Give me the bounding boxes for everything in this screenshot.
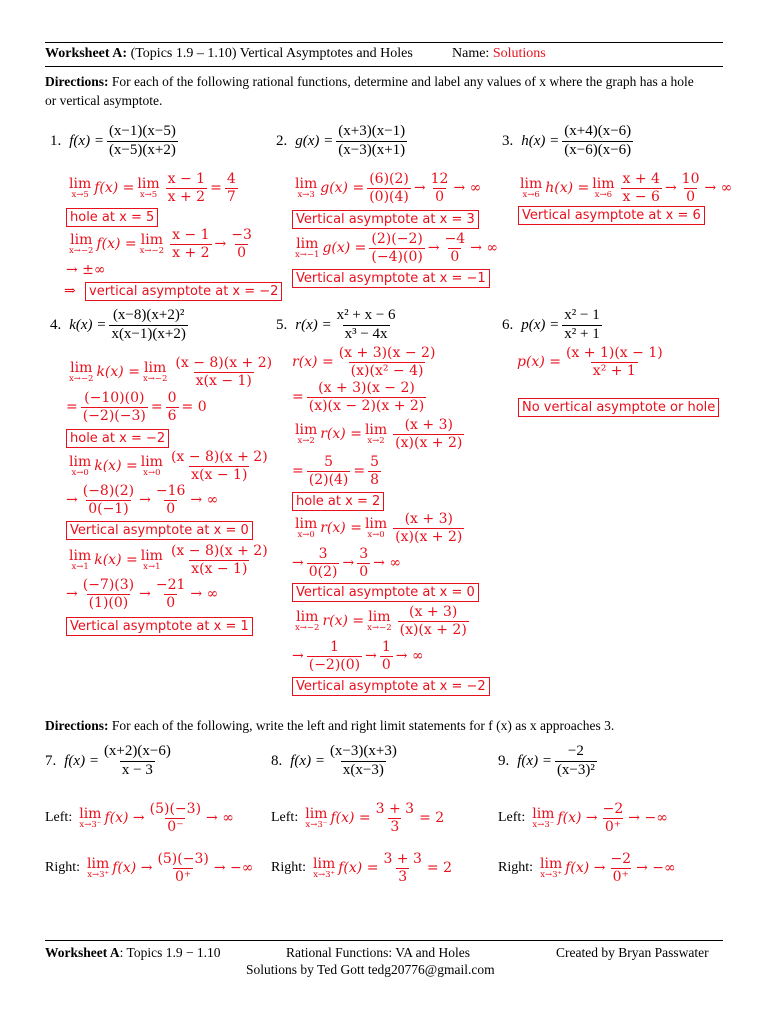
header-line — [45, 46, 413, 62]
problem-4: 4. k(x) = $\frac{\text{(x−8)(x+2)²}}{x(x-1)(x+2)}$ — [50, 307, 186, 342]
p5-va-box-2: Vertical asymptote at x = −2 — [292, 677, 490, 696]
numerator: (x−1)(x−5) — [108, 123, 176, 139]
p6-definition: p(x) = $\frac{(x + 1)(x - 1)}{\text{x² + 1}}$ — [517, 345, 663, 379]
p7-left: Left: lim x→3⁻ f(x) → $\frac{(5)(-3)}{0^-}$ → ∞ — [45, 801, 234, 835]
p1-hole-box: hole at x = 5 — [66, 208, 158, 227]
p4-eval-1: = $\frac{(-10)(0)}{(-2)(-3)}$ = $\frac{0}{6}$ = 0 — [66, 390, 207, 424]
footer-left: Worksheet A: Topics 1.9 − 1.10 — [45, 945, 221, 960]
footer-credit: Solutions by Ted Gott tedg20776@gmail.com — [246, 962, 495, 977]
p4-eval-3: → $\frac{(-7)(3)}{(1)(0)}$ → $\frac{-21}{0}$ → ∞ — [66, 577, 219, 611]
p5-va-box-1: Vertical asymptote at x = 0 — [292, 583, 479, 602]
problem-3: 3. h(x) = $\frac{(x+4)(x-6)}{(x-6)(x-6)}$ — [502, 123, 632, 158]
directions-1-label: Directions: — [45, 74, 109, 89]
p4-limit-2: lim x→0 k(x) = lim x→0 $\frac{(x - 8)(x + 2)}{x(x - 1)}$ — [69, 449, 268, 483]
footer-right: Created by Bryan Passwater — [556, 945, 709, 960]
p5-eval-2: → $\frac{3}{0(2)}$ → $\frac{3}{0}$ → ∞ — [292, 546, 401, 580]
name-value: Solutions — [492, 46, 546, 61]
p2-limit-1: lim x→3 g(x) = $\frac{(6)(2)}{(0)(4)}$ → $\frac{12}{0}$ → ∞ — [295, 171, 482, 205]
directions-1 — [45, 74, 694, 90]
problem-number: 1. — [50, 132, 62, 149]
p4-limit-1: lim x→−2 k(x) = lim x→−2 $\frac{(x - 8)(x + 2)}{x(x - 1)}$ — [69, 355, 273, 389]
p4-va-box-1: Vertical asymptote at x = 0 — [66, 521, 253, 540]
top-rule — [45, 42, 723, 43]
p5-factored: = $\frac{(x + 3)(x - 2)}{(x)(x - 2)(x + 2)}$ — [292, 380, 425, 414]
directions-1-line2: or vertical asymptote. — [45, 93, 163, 108]
p7-right: Right: lim x→3⁺ f(x) → $\frac{(5)(-3)}{0^+}$ → −∞ — [45, 851, 254, 885]
p3-va-box: Vertical asymptote at x = 6 — [518, 206, 705, 225]
p5-eval-3: → $\frac{1}{(-2)(0)}$ → $\frac{1}{0}$ → ∞ — [292, 639, 424, 673]
p4-limit-3: lim x→1 k(x) = lim x→1 $\frac{(x - 8)(x + 2)}{x(x - 1)}$ — [69, 543, 268, 577]
p2-va-box-2: Vertical asymptote at x = −1 — [292, 269, 490, 288]
p5-limit-2: lim x→0 r(x) = lim x→0 $\frac{(x + 3)}{(x)(x + 2)}$ — [295, 511, 463, 545]
p5-limit-1: lim x→2 r(x) = lim x→2 $\frac{(x + 3)}{(x)(x + 2)}$ — [295, 417, 463, 451]
p5-definition: r(x) = $\frac{(x + 3)(x - 2)}{\text{(x)(x² − 4)}}$ — [292, 345, 436, 379]
p3-limit: lim x→6 h(x) = lim x→6 $\frac{x + 4}{x - 6}$ → $\frac{10}{0}$ → ∞ — [520, 171, 733, 205]
problem-2: 2. g(x) = $\frac{(x+3)(x-1)}{(x-3)(x+1)}$ — [276, 123, 406, 158]
header-name — [452, 46, 546, 62]
directions-2: Directions: For each of the following, write the left and right limit statements for f (x) as x approaches 3. — [45, 718, 615, 733]
p1-implies: ⇒ — [64, 283, 76, 299]
header-rule — [45, 66, 723, 67]
p8-right: Right: lim x→3⁺ f(x) = $\frac{3 + 3}{3}$ = 2 — [271, 851, 452, 885]
p8-left: Left: lim x→3⁻ f(x) = $\frac{3 + 3}{3}$ = 2 — [271, 801, 445, 835]
p9-right: Right: lim x→3⁺ f(x) → $\frac{-2}{0^+}$ → −∞ — [498, 851, 676, 885]
problem-7: 7. f(x) = $\frac{(x+2)(x-6)}{x - 3}$ — [45, 743, 171, 778]
problem-9: 9. f(x) = $\frac{-2}{\text{(x−3)²}}$ — [498, 743, 595, 778]
footer-rule — [45, 940, 723, 941]
function-name: f(x) = — [69, 132, 104, 149]
p4-va-box-2: Vertical asymptote at x = 1 — [66, 617, 253, 636]
denominator: (x−5)(x+2) — [108, 141, 176, 158]
directions-1-text: For each of the following rational functions, determine and label any values of x where the graph has a hole — [111, 74, 694, 89]
p1-arrow-line: → ±∞ — [66, 262, 106, 278]
p2-limit-2: lim x→−1 g(x) = $\frac{(2)(-2)}{(-4)(0)}$ → $\frac{-4}{0}$ → ∞ — [295, 231, 499, 265]
p1-limit-2: lim x→−2 f(x) = lim x→−2 $\frac{x - 1}{x + 2}$ → $\frac{-3}{0}$ — [69, 227, 252, 261]
p5-eval-1: = $\frac{5}{(2)(4)}$ = $\frac{5}{8}$ — [292, 454, 380, 488]
p4-hole-box: hole at x = −2 — [66, 429, 169, 448]
footer-middle: Rational Functions: VA and Holes — [286, 945, 471, 960]
problem-1 — [50, 124, 181, 159]
p2-va-box-1: Vertical asymptote at x = 3 — [292, 210, 479, 229]
p6-box: No vertical asymptote or hole — [518, 398, 719, 417]
p9-left: Left: lim x→3⁻ f(x) → $\frac{-2}{0^+}$ → −∞ — [498, 801, 668, 835]
header-worksheet: Worksheet A: — [45, 46, 128, 61]
name-label: Name: — [452, 46, 490, 61]
header-topics: (Topics 1.9 – 1.10) Vertical Asymptotes and Holes — [130, 46, 413, 61]
problem-6: 6. p(x) = $\frac{\text{x² − 1}}{\text{x² + 1}}$ — [502, 307, 600, 342]
p4-eval-2: → $\frac{(-8)(2)}{0(-1)}$ → $\frac{-16}{0}$ → ∞ — [66, 483, 219, 517]
problem-8: 8. f(x) = $\frac{(x-3)(x+3)}{x(x-3)}$ — [271, 743, 397, 778]
problem-5: 5. r(x) = $\frac{\text{x² + x − 6}}{\text{x³ − 4x}}$ — [276, 307, 396, 342]
p5-limit-3: lim x→−2 r(x) = lim x→−2 $\frac{(x + 3)}{(x)(x + 2)}$ — [295, 604, 467, 638]
p1-va-box: vertical asymptote at x = −2 — [85, 282, 282, 301]
p5-hole-box: hole at x = 2 — [292, 492, 384, 511]
p1-limit-1: lim x→5 f(x) = lim x→5 $\frac{x - 1}{x + 2}$ = $\frac{4}{7}$ — [69, 171, 236, 205]
